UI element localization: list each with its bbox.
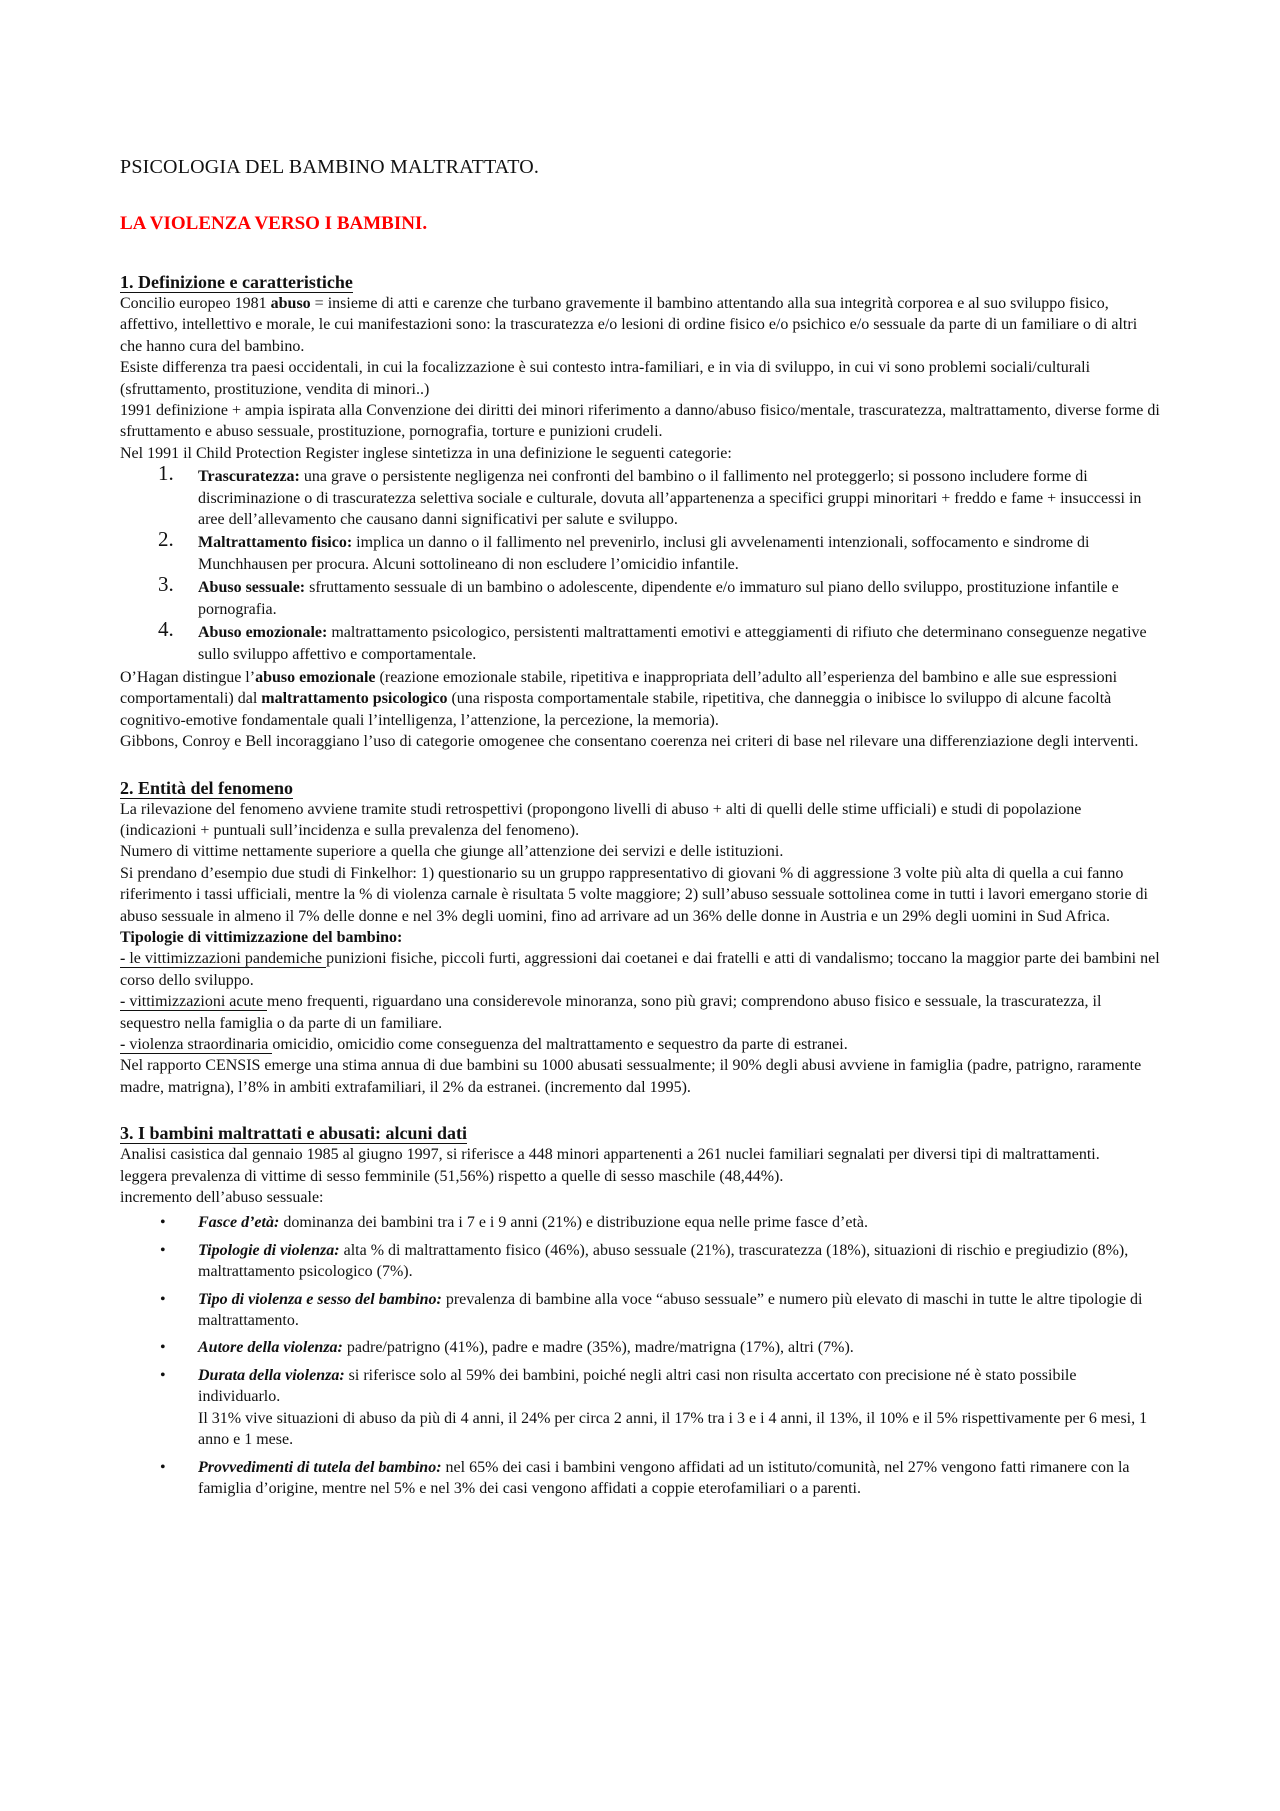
categories-list bbox=[120, 461, 1160, 665]
paragraph-gibbons: Gibbons, Conroy e Bell incoraggiano l’uso di categorie omogenee che consentano coerenza nei criteri di base nel rilevare una differenziazione degli interventi. bbox=[120, 733, 1139, 751]
section-3-heading: 3. I bambini maltrattati e abusati: alcuni dati bbox=[120, 1123, 468, 1144]
paragraph-concilio: Concilio europeo 1981 abuso = insieme di atti e carenze che turbano gravemente il bambino attentando alla sua integrità corporea e al suo sviluppo fisico, affettivo, intellettivo e morale, le cui manifestazioni sono: la trascuratezza e/o lesioni di ordine fisico e/o psichico e/o sessuale da parte di un familiare o di altri che hanno cura del bambino. bbox=[120, 295, 1138, 355]
chapter-title: LA VIOLENZA VERSO I BAMBINI. bbox=[120, 213, 428, 234]
list-item: 3. Abuso sessuale: sfruttamento sessuale di un bambino o adolescente, dipendente e/o immaturo sul piano dello sviluppo, prostituzione infantile e pornografia. bbox=[158, 572, 1119, 618]
paragraph-finkelhor: Si prendano d’esempio due studi di Finkelhor: 1) questionario su un gruppo rappresentativo di giovani % di aggressione 3 volte più alta di quella a cui fanno riferimento i tassi ufficiali, mentre la % di violenza carnale è risultata 5 volte maggiore; 2) sull’abuso sessuale sottolinea come in tutti i lavori emergano storie di abuso sessuale in almeno il 7% delle donne e nel 3% degli uomini, fino ad arrivare ad un 36% delle donne in Austria e un 29% degli uomini in Sud Africa. bbox=[120, 864, 1148, 925]
paragraph-ohagan: O’Hagan distingue l’abuso emozionale (reazione emozionale stabile, ripetitiva e inappropriata dell’adulto all’esperienza del bambino e alle sue espressioni comportamentali) dal maltrattamento psicologico (una risposta comportamentale stabile, ripetitiva, che danneggia o inibisce lo sviluppo di alcune facoltà cognitivo-emotive fondamentale quali l’intelligenza, l’attenzione, la percezione, la memoria). bbox=[120, 668, 1118, 729]
types-heading: Tipologie di vittimizzazione del bambino: bbox=[120, 928, 403, 946]
list-item: 4. Abuso emozionale: maltrattamento psicologico, persistenti maltrattamenti emotivi e atteggiamenti di rifiuto che determinano conseguenze negative sullo sviluppo affettivo e comportamentale. bbox=[158, 617, 1147, 663]
bullet-icon: • bbox=[160, 1241, 166, 1259]
list-item: 2. Maltrattamento fisico: implica un danno o il fallimento nel prevenirlo, inclusi gli avvelenamenti intenzionali, soffocamento e sindrome di Munchhausen per procura. Alcuni sottolineano di non escludere l’omicidio infantile. bbox=[158, 527, 1090, 573]
bullet-icon: • bbox=[160, 1458, 166, 1476]
paragraph-rilevazione: La rilevazione del fenomeno avviene tramite studi retrospettivi (propongono livelli di abuso + alti di quelli delle stime ufficiali) e studi di popolazione (indicazioni + puntuali sull’incidenza e sulla prevalenza del fenomeno). bbox=[120, 800, 1082, 839]
list-item: • Provvedimenti di tutela del bambino: nel 65% dei casi i bambini vengono affidati ad un istituto/comunità, nel 27% vengono fatti rimanere con la famiglia d’origine, mentre nel 5% e nel 3% dei casi vengono affidati a coppie eterofamiliari o a parenti. bbox=[160, 1458, 1130, 1497]
list-item: • Tipologie di violenza: alta % di maltrattamento fisico (46%), abuso sessuale (21%), trascuratezza (18%), situazioni di rischio e pregiudizio (8%), maltrattamento psicologico (7%). bbox=[160, 1241, 1129, 1281]
type-acute: - vittimizzazioni acute meno frequenti, riguardano una considerevole minoranza, sono più gravi; comprendono abuso fisico e sessuale, la trascuratezza, il sequestro nella famiglia o da parte di un familiare. bbox=[120, 993, 1102, 1032]
list-item: 1. Trascuratezza: una grave o persistente negligenza nei confronti del bambino o il fallimento nel proteggerlo; si possono includere forme di discriminazione o di trascuratezza selettiva sociale e culturale, dovuta all’appartenenza a specifici gruppi minoritari + freddo e fame + insuccessi in aree dell’allevamento che causano danni significativi per salute e sviluppo. bbox=[158, 461, 1142, 529]
document-title: PSICOLOGIA DEL BAMBINO MALTRATTATO. bbox=[120, 156, 540, 178]
list-item: • Tipo di violenza e sesso del bambino: prevalenza di bambine alla voce “abuso sessuale” e numero più elevato di maschi in tutte le altre tipologie di maltrattamento. bbox=[160, 1290, 1143, 1330]
paragraph-analisi: Analisi casistica dal gennaio 1985 al giugno 1997, si riferisce a 448 minori appartenenti a 261 nuclei familiari segnalati per diversi tipi di maltrattamenti. bbox=[120, 1146, 1100, 1164]
section-dati bbox=[120, 1122, 1160, 1499]
paragraph-numero-vittime: Numero di vittime nettamente superiore a quella che giunge all’attenzione dei servizi e delle istituzioni. bbox=[120, 843, 784, 861]
bullet-icon: • bbox=[160, 1366, 166, 1384]
list-item: • Autore della violenza: padre/patrigno (41%), padre e madre (35%), madre/matrigna (17%), altri (7%). bbox=[198, 1337, 1160, 1358]
bullet-icon: • bbox=[160, 1214, 166, 1232]
list-item: • Fasce d’età: dominanza dei bambini tra i 7 e i 9 anni (21%) e distribuzione equa nelle prime fasce d’età. bbox=[198, 1212, 1160, 1233]
bullet-icon: • bbox=[160, 1290, 166, 1308]
paragraph-prevalenza: leggera prevalenza di vittime di sesso femminile (51,56%) rispetto a quelle di sesso maschile (48,44%). bbox=[120, 1167, 784, 1185]
type-straordinaria: - violenza straordinaria omicidio, omicidio come conseguenza del maltrattamento e sequestro da parte di estranei. bbox=[120, 1036, 848, 1053]
bullet-icon: • bbox=[160, 1339, 166, 1357]
section-entita bbox=[120, 777, 1160, 1099]
paragraph-differenza: Esiste differenza tra paesi occidentali, in cui la focalizzazione è sui contesto intra-familiari, e in via di sviluppo, in cui vi sono problemi sociali/culturali (sfruttamento, prostituzione, vendita di minori..) bbox=[120, 359, 1091, 398]
list-item: • Durata della violenza: si riferisce solo al 59% dei bambini, poiché negli altri casi non risulta accertato con precisione né è stato possibile individuarlo. Il 31% vive situazioni di abuso da più di 4 anni, il 24% per circa 2 anni, il 17% tra i 3 e i 4 anni, il 13%, il 10% e il 5% rispettivamente per 6 mesi, 1 anno e 1 mese. bbox=[160, 1366, 1148, 1449]
section-1-heading: 1. Definizione e caratteristiche bbox=[120, 272, 353, 292]
paragraph-1991-definizione: 1991 definizione + ampia ispirata alla Convenzione dei diritti dei minori riferimento a danno/abuso fisico/mentale, trascuratezza, maltrattamento, diverse forme di sfruttamento e abuso sessuale, prostituzione, pornografia, torture e punizioni crudeli. bbox=[120, 402, 1160, 441]
section-2-heading: 2. Entità del fenomeno bbox=[120, 777, 293, 798]
paragraph-child-protection: Nel 1991 il Child Protection Register inglese sintetizza in una definizione le seguenti categorie: bbox=[120, 444, 732, 462]
type-pandemiche: - le vittimizzazioni pandemiche punizioni fisiche, piccoli furti, aggressioni dai coetanei e dai fratelli e atti di vandalismo; toccano la maggior parte dei bambini nel corso dello sviluppo. bbox=[120, 950, 1160, 989]
paragraph-censis: Nel rapporto CENSIS emerge una stima annua di due bambini su 1000 abusati sessualmente; il 90% degli abusi avviene in famiglia (padre, patrigno, raramente madre, matrigna), l’8% in ambiti extrafamiliari, il 2% da estranei. (incremento dal 1995). bbox=[120, 1057, 1142, 1096]
section-definizione bbox=[120, 271, 1160, 753]
data-bullet-list bbox=[120, 1212, 1160, 1499]
paragraph-incremento: incremento dell’abuso sessuale: bbox=[120, 1189, 324, 1207]
